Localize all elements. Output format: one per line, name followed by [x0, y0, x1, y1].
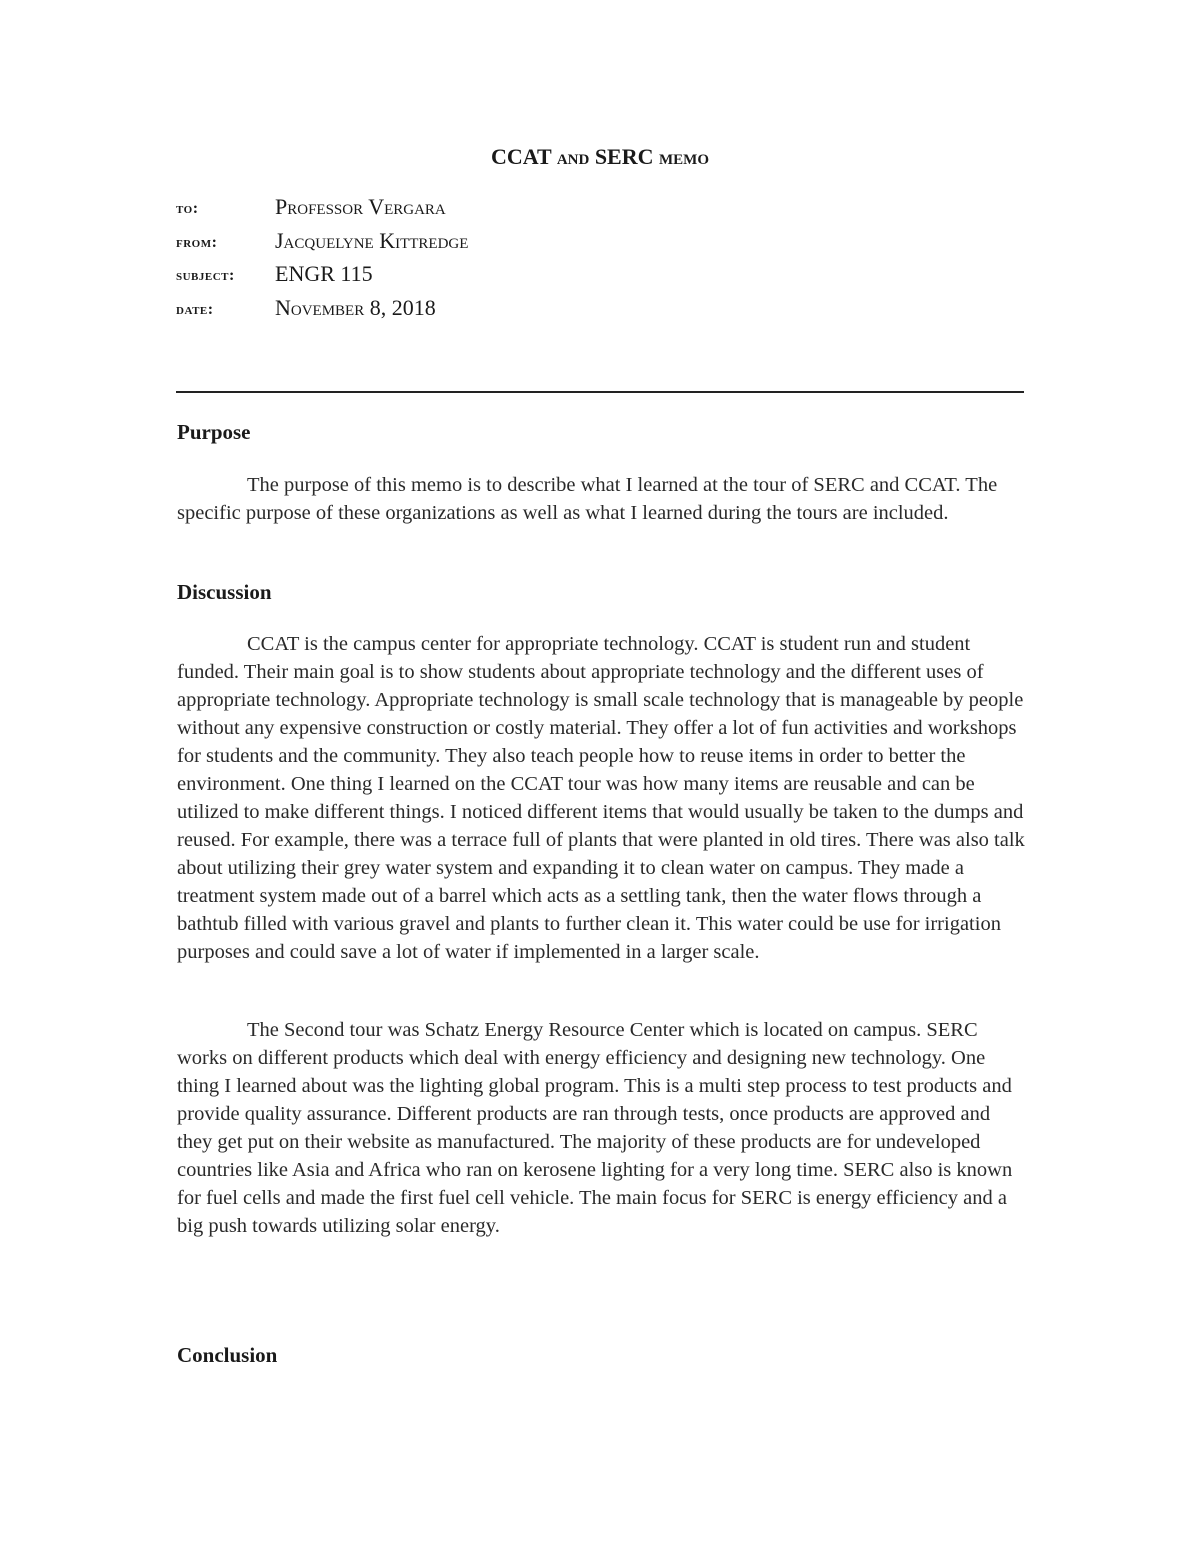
memo-title-and: and [556, 144, 590, 169]
header-row-from [176, 226, 1016, 260]
header-row-to [176, 192, 1016, 226]
subject-value: ENGR 115 [275, 261, 373, 286]
purpose-paragraph: The purpose of this memo is to describe what I learned at the tour of SERC and CCAT. The specific purpose of these organizations as well as what I learned during the tours are included. [177, 474, 998, 524]
from-label: from: [176, 233, 218, 251]
to-value: Professor Vergara [275, 194, 446, 219]
discussion-paragraph-ccat: CCAT is the campus center for appropriate technology. CCAT is student run and student funded. Their main goal is to show students about appropriate technology and the different uses of appropriate technology. Appropriate technology is small scale technology that is manageable by people without any expensive construction or costly material. They offer a lot of fun activities and workshops for students and the community. They also teach people how to reuse items in order to better the environment. One thing I learned on the CCAT tour was how many items are reusable and can be utilized to make different things. I noticed different items that would usually be taken to the dumps and reused. For example, there was a terrace full of plants that were planted in old tires. There was also talk about utilizing their grey water system and expanding it to clean water on campus. They made a treatment system made out of a barrel which acts as a settling tank, then the water flows through a bathtub filled with various gravel and plants to further clean it. This water could be use for irrigation purposes and could save a lot of water if implemented in a larger scale. [177, 633, 1025, 963]
header-divider [176, 391, 1024, 393]
memo-header [176, 192, 1016, 326]
header-row-subject [176, 259, 1016, 293]
discussion-paragraph-serc: The Second tour was Schatz Energy Resource Center which is located on campus. SERC works on different products which deal with energy efficiency and designing new technology. One thing I learned about was the lighting global program. This is a multi step process to test products and provide quality assurance. Different products are ran through tests, once products are approved and they get put on their website as manufactured. The majority of these products are for undeveloped countries like Asia and Africa who ran on kerosene lighting for a very long time. SERC also is known for fuel cells and made the first fuel cell vehicle. The main focus for SERC is energy efficiency and a big push towards utilizing solar energy. [177, 1019, 1013, 1237]
date-value: November 8, 2018 [275, 294, 436, 320]
memo-title-ccat: CCAT [491, 144, 552, 169]
discussion-heading: Discussion [177, 580, 272, 604]
conclusion-heading: Conclusion [177, 1343, 278, 1367]
memo-title [0, 144, 1200, 170]
memo-title-serc: SERC [594, 144, 654, 169]
purpose-heading: Purpose [177, 420, 251, 444]
to-label: to: [176, 200, 199, 217]
memo-title-memo: memo [659, 144, 709, 169]
subject-label: subject: [176, 267, 235, 284]
from-value: Jacquelyne Kittredge [275, 227, 469, 253]
date-label: date: [176, 300, 214, 318]
header-row-date [176, 293, 1016, 327]
